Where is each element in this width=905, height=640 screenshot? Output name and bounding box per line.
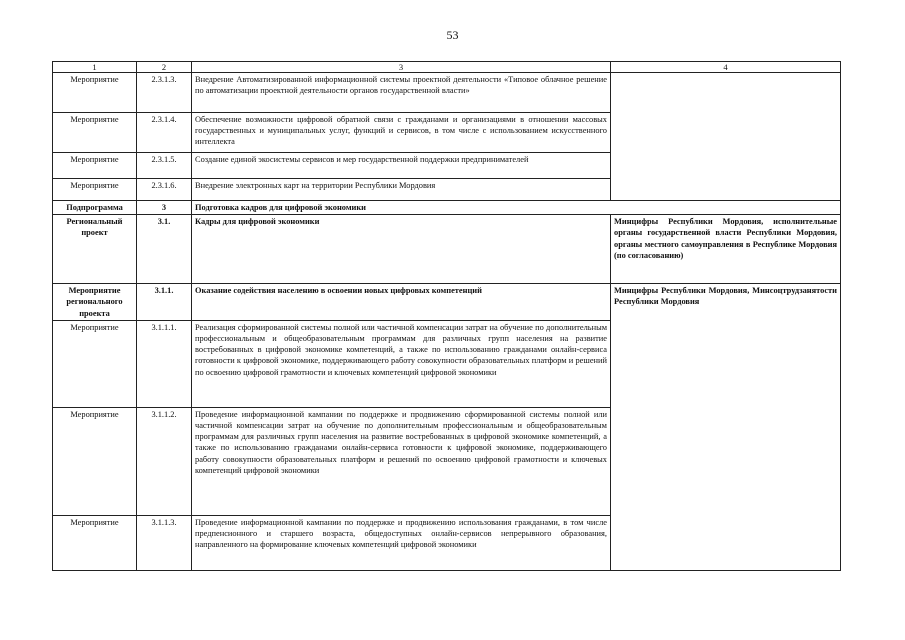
regional-event-row <box>53 284 841 321</box>
regional-project-row <box>53 215 841 284</box>
row-text: Подготовка кадров для цифровой экономики <box>192 201 841 215</box>
row-type: Мероприятие <box>53 113 137 153</box>
row-code: 3.1. <box>137 215 192 284</box>
row-text: Оказание содействия населению в освоении новых цифровых компетенций <box>192 284 611 321</box>
row-type: Мероприятие <box>53 515 137 570</box>
row-code: 3.1.1.1. <box>137 320 192 407</box>
row-text: Обеспечение возможности цифровой обратной связи с гражданами и организациями в отношении массовых государственных и муниципальных услуг, функций и сервисов, в том числе с использованием искусственного интеллекта <box>192 113 611 153</box>
row-text: Внедрение электронных карт на территории Республики Мордовия <box>192 179 611 201</box>
row-type: Подпрограмма <box>53 201 137 215</box>
row-type: Региональный проект <box>53 215 137 284</box>
header-cell: 1 <box>53 62 137 73</box>
responsible-cell: Минцифры Республики Мордовия, Минсоцтрудзанятости Республики Мордовия <box>611 284 841 571</box>
row-type: Мероприятие <box>53 407 137 515</box>
row-code: 3.1.1.3. <box>137 515 192 570</box>
responsible-cell: Минцифры Республики Мордовия, исполнительные органы государственной власти Республики Мордовия, органы местного самоуправления в Республике Мордовия (по согласованию) <box>611 215 841 284</box>
row-code: 2.3.1.4. <box>137 113 192 153</box>
row-text: Проведение информационной кампании по поддержке и продвижению сформированной системы полной или частичной компенсации затрат на обучение по дополнительным профессиональным и общеобразовательным программам для различных групп населения на развитие востребованных в цифровой экономике компетенций, а также по использованию гражданами онлайн-сервиса готовности к цифровой экономике, поддерживающего работу совокупности образовательных платформ и решений по освоению цифровой грамотности и ключевых компетенций цифровой экономики <box>192 407 611 515</box>
row-type: Мероприятие <box>53 320 137 407</box>
row-type: Мероприятие <box>53 73 137 113</box>
row-text: Реализация сформированной системы полной или частичной компенсации затрат на обучение по дополнительным профессиональным и общеобразовательным программам для различных групп населения на развитие востребованных в цифровой экономике компетенций, а также по использованию гражданами онлайн-сервиса готовности к цифровой экономике, поддерживающего работу совокупности образовательных платформ и решений по освоению цифровой грамотности и ключевых компетенций цифровой экономики <box>192 320 611 407</box>
row-type: Мероприятие <box>53 153 137 179</box>
header-cell: 2 <box>137 62 192 73</box>
row-text: Создание единой экосистемы сервисов и мер государственной поддержки предпринимателей <box>192 153 611 179</box>
row-type: Мероприятие <box>53 179 137 201</box>
row-code: 3.1.1. <box>137 284 192 321</box>
row-code: 2.3.1.6. <box>137 179 192 201</box>
row-code: 3.1.1.2. <box>137 407 192 515</box>
row-code: 3 <box>137 201 192 215</box>
row-text: Проведение информационной кампании по поддержке и продвижению использования гражданами, в том числе предпенсионного и старшего возраста, общедоступных онлайн-сервисов непрерывного образования, направленного на формирование ключевых компетенций цифровой экономики <box>192 515 611 570</box>
header-cell: 3 <box>192 62 611 73</box>
responsible-cell <box>611 73 841 201</box>
program-table <box>52 61 841 571</box>
row-code: 2.3.1.3. <box>137 73 192 113</box>
page-number: 53 <box>446 28 459 42</box>
table-header-row <box>53 62 841 73</box>
row-text: Внедрение Автоматизированной информационной системы проектной деятельности «Типовое облачное решение по автоматизации проектной деятельности органов государственной власти» <box>192 73 611 113</box>
header-cell: 4 <box>611 62 841 73</box>
row-code: 2.3.1.5. <box>137 153 192 179</box>
table-row <box>53 73 841 113</box>
row-text: Кадры для цифровой экономики <box>192 215 611 284</box>
subprogram-row <box>53 201 841 215</box>
row-type: Мероприятие регионального проекта <box>53 284 137 321</box>
